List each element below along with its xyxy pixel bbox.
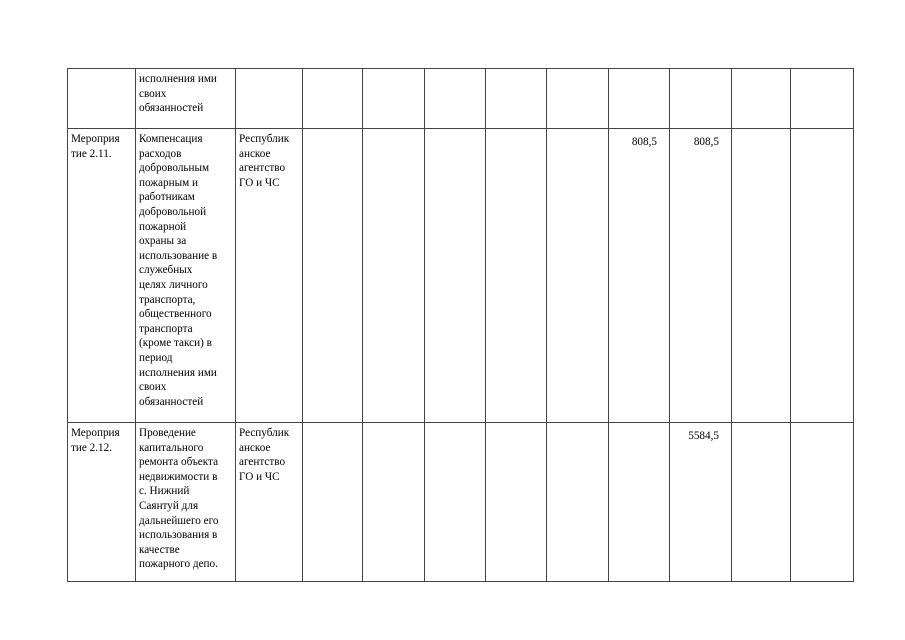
executor-cell: Республик анское агентство ГО и ЧС xyxy=(236,129,303,423)
table-row xyxy=(68,69,854,129)
table-row xyxy=(68,423,854,582)
value-cell xyxy=(547,423,609,582)
value-cell: 5584,5 xyxy=(670,423,732,582)
value-cell xyxy=(363,129,425,423)
value-cell xyxy=(609,69,670,129)
value-cell xyxy=(547,69,609,129)
value-cell xyxy=(732,423,791,582)
program-activities-table xyxy=(67,68,854,582)
value-cell xyxy=(363,423,425,582)
executor-cell: Республик анское агентство ГО и ЧС xyxy=(236,423,303,582)
value-cell xyxy=(303,69,363,129)
value-cell xyxy=(486,423,547,582)
value-cell xyxy=(791,423,854,582)
value-cell xyxy=(732,129,791,423)
event-cell: Мероприя тие 2.12. xyxy=(68,423,136,582)
value-cell xyxy=(486,129,547,423)
table-row xyxy=(68,129,854,423)
description-cell: Компенсация расходов добровольным пожарным и работникам добровольной пожарной охраны за использование в служебных целях личного транспорта, общественного транспорта (кроме такси) в период исполнения ими своих обязанностей xyxy=(136,129,236,423)
value-cell: 808,5 xyxy=(670,129,732,423)
value-cell xyxy=(425,69,486,129)
value-cell xyxy=(732,69,791,129)
value-cell xyxy=(425,423,486,582)
value-cell xyxy=(670,69,732,129)
event-cell: Мероприя тие 2.11. xyxy=(68,129,136,423)
value-cell: 808,5 xyxy=(609,129,670,423)
value-cell xyxy=(303,423,363,582)
description-cell: Проведение капитального ремонта объекта недвижимости в с. Нижний Саянтуй для дальнейшего его использования в качестве пожарного депо. xyxy=(136,423,236,582)
value-cell xyxy=(791,129,854,423)
value-cell xyxy=(425,129,486,423)
value-cell xyxy=(486,69,547,129)
value-cell xyxy=(547,129,609,423)
event-cell xyxy=(68,69,136,129)
description-cell: исполнения ими своих обязанностей xyxy=(136,69,236,129)
value-cell xyxy=(303,129,363,423)
value-cell xyxy=(609,423,670,582)
value-cell xyxy=(791,69,854,129)
value-cell xyxy=(363,69,425,129)
executor-cell xyxy=(236,69,303,129)
